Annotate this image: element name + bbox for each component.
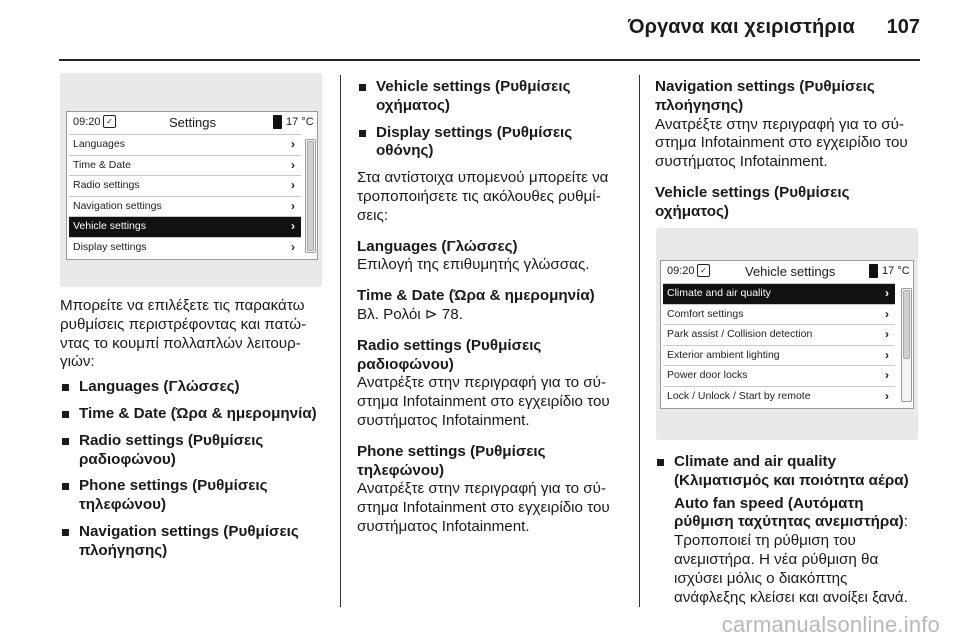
menu-item-label: Power door locks xyxy=(667,369,748,381)
scrollbar-thumb[interactable] xyxy=(903,290,910,359)
screen-title: Vehicle settings xyxy=(745,264,836,279)
chevron-right-icon: › xyxy=(291,157,295,172)
column-3 xyxy=(655,78,923,222)
chevron-right-icon: › xyxy=(885,327,889,341)
bullet-languages: Languages (Γλώσσες) xyxy=(60,378,322,397)
heading-navigation-settings: Navigation settings (Ρυθμίσεις πλοήγησης) xyxy=(655,78,875,114)
bullet-display-settings: Display settings (Ρυθμίσεις οθόνης) xyxy=(357,124,625,162)
menu-item[interactable] xyxy=(69,175,301,196)
menu-item-label: Radio settings xyxy=(73,179,140,191)
menu-item[interactable] xyxy=(69,196,301,217)
header-rule xyxy=(59,59,920,61)
chevron-right-icon: › xyxy=(291,198,295,213)
bullet-time-date: Time & Date (Ώρα & ημερομηνία) xyxy=(60,405,322,424)
menu-item[interactable] xyxy=(69,237,301,258)
column-divider-left xyxy=(340,75,341,607)
intro-paragraph: Μπορείτε να επιλέξετε τις παρακάτω ρυθμίσεις περιστρέφοντας και πατώντας το κουμπί πολλαπλών λειτουργιών: xyxy=(60,297,307,371)
text-languages: Επιλογή της επιθυμητής γλώσσας. xyxy=(357,256,590,274)
auto-fan-speed-heading: Auto fan speed (Αυτόματη ρύθμιση ταχύτητας ανεμιστήρα) xyxy=(674,494,904,531)
heading-phone-settings: Phone settings (Ρυθμίσεις τηλεφώνου) xyxy=(357,442,546,479)
watermark: carmanualsonline.info xyxy=(721,612,940,637)
text-time-date: Βλ. Ρολόι ⊳ 78. xyxy=(357,305,463,323)
menu-item[interactable] xyxy=(69,134,301,155)
menu-item-label: Comfort settings xyxy=(667,307,744,320)
column-1 xyxy=(60,297,322,569)
scrollbar[interactable] xyxy=(305,139,316,253)
settings-bullet-list-continued xyxy=(357,78,625,161)
chevron-right-icon: › xyxy=(885,368,889,382)
bullet-phone-settings: Phone settings (Ρυθμίσεις τηλεφώνου) xyxy=(60,477,322,515)
menu-item-label: Time & Date xyxy=(73,158,131,171)
menu-item[interactable] xyxy=(663,283,895,304)
chevron-right-icon: › xyxy=(291,178,295,192)
menu-item-label: Exterior ambient lighting xyxy=(667,348,780,361)
bullet-climate-air-quality xyxy=(655,453,923,607)
bullet-climate-label: Climate and air quality (Κλιματισμός και ποιότητα αέρα) xyxy=(674,453,909,489)
screen-status-icon: ✓ xyxy=(103,115,116,128)
chevron-right-icon: › xyxy=(885,306,889,321)
text-radio-settings: Ανατρέξτε στην περιγραφή για το σύστημα Infotainment στο εγχειρίδιο του συστήματος Infotainment. xyxy=(357,374,610,429)
menu-item[interactable] xyxy=(663,365,895,386)
auto-fan-speed-block xyxy=(674,495,923,608)
submenu-intro: Στα αντίστοιχα υπομενού μπορείτε να τροποποιήσετε τις ακόλουθες ρυθμίσεις: xyxy=(357,169,609,224)
menu-item-label: Languages xyxy=(73,138,125,150)
settings-bullet-list xyxy=(60,378,322,560)
vehicle-settings-screenshot-panel xyxy=(656,228,918,440)
heading-languages: Languages (Γλώσσες) xyxy=(357,237,518,255)
heading-radio-settings: Radio settings (Ρυθμίσεις ραδιοφώνου) xyxy=(357,336,542,373)
chevron-right-icon: › xyxy=(291,219,295,233)
status-bar xyxy=(661,261,913,283)
temperature-readout: 17 °C xyxy=(882,265,910,277)
menu-item-label: Display settings xyxy=(73,240,147,253)
column-2 xyxy=(357,78,625,549)
heading-vehicle-settings: Vehicle settings (Ρυθμίσεις οχήματος) xyxy=(655,183,850,220)
menu-item-label: Park assist / Collision detection xyxy=(667,328,813,340)
text-navigation-settings: Ανατρέξτε στην περιγραφή για το σύστημα Infotainment στο εγχειρίδιο του συστήματος Infotainment. xyxy=(655,115,908,171)
scrollbar[interactable] xyxy=(901,288,912,402)
clock-time: 09:20 xyxy=(667,265,695,277)
menu-item-label: Climate and air quality xyxy=(667,287,771,299)
heading-time-date: Time & Date (Ώρα & ημερομηνία) xyxy=(357,287,595,305)
text-phone-settings: Ανατρέξτε στην περιγραφή για το σύστημα Infotainment στο εγχειρίδιο του συστήματος Infotainment. xyxy=(357,480,610,535)
screen-title: Settings xyxy=(169,115,216,130)
column-divider-right xyxy=(639,75,640,607)
settings-screen xyxy=(66,111,318,260)
screen-status-icon: ✓ xyxy=(697,264,710,277)
settings-menu-list xyxy=(69,134,301,257)
chevron-right-icon: › xyxy=(885,347,889,362)
vehicle-settings-menu-list xyxy=(663,283,895,406)
clock-time: 09:20 xyxy=(73,116,101,128)
vehicle-settings-screen xyxy=(660,260,914,409)
chevron-right-icon: › xyxy=(885,286,889,300)
menu-item[interactable] xyxy=(663,324,895,345)
phone-icon xyxy=(273,115,282,129)
column-3-lower xyxy=(655,453,923,615)
menu-item[interactable] xyxy=(663,304,895,325)
menu-item[interactable] xyxy=(69,155,301,176)
menu-item-label: Navigation settings xyxy=(73,199,162,212)
chevron-right-icon: › xyxy=(885,388,889,403)
bullet-vehicle-settings: Vehicle settings (Ρυθμίσεις οχήματος) xyxy=(357,78,625,116)
menu-item[interactable] xyxy=(663,386,895,407)
temperature-readout: 17 °C xyxy=(286,116,314,128)
chevron-right-icon: › xyxy=(291,137,295,151)
settings-screenshot-panel xyxy=(60,73,322,287)
page-header-title: Όργανα και χειριστήρια xyxy=(628,16,855,38)
page-number: 107 xyxy=(886,16,920,38)
vehicle-settings-bullet-list xyxy=(655,453,923,607)
menu-item-label: Lock / Unlock / Start by remote xyxy=(667,389,811,402)
menu-item-label: Vehicle settings xyxy=(73,220,146,232)
scrollbar-thumb[interactable] xyxy=(307,141,314,251)
menu-item[interactable] xyxy=(663,345,895,366)
menu-item[interactable] xyxy=(69,216,301,237)
bullet-radio-settings: Radio settings (Ρυθμίσεις ραδιοφώνου) xyxy=(60,432,322,470)
auto-fan-speed-text: : Τροποποιεί τη ρύθμιση του ανεμιστήρα. Η νέα ρύθμιση θα ισχύσει μόλις ο διακόπτης ανάφλεξης κλείσει και ανοίξει ξανά. xyxy=(674,513,908,606)
chevron-right-icon: › xyxy=(291,239,295,254)
phone-icon xyxy=(869,264,878,278)
bullet-navigation-settings: Navigation settings (Ρυθμίσεις πλοήγησης) xyxy=(60,523,322,561)
status-bar xyxy=(67,112,317,134)
